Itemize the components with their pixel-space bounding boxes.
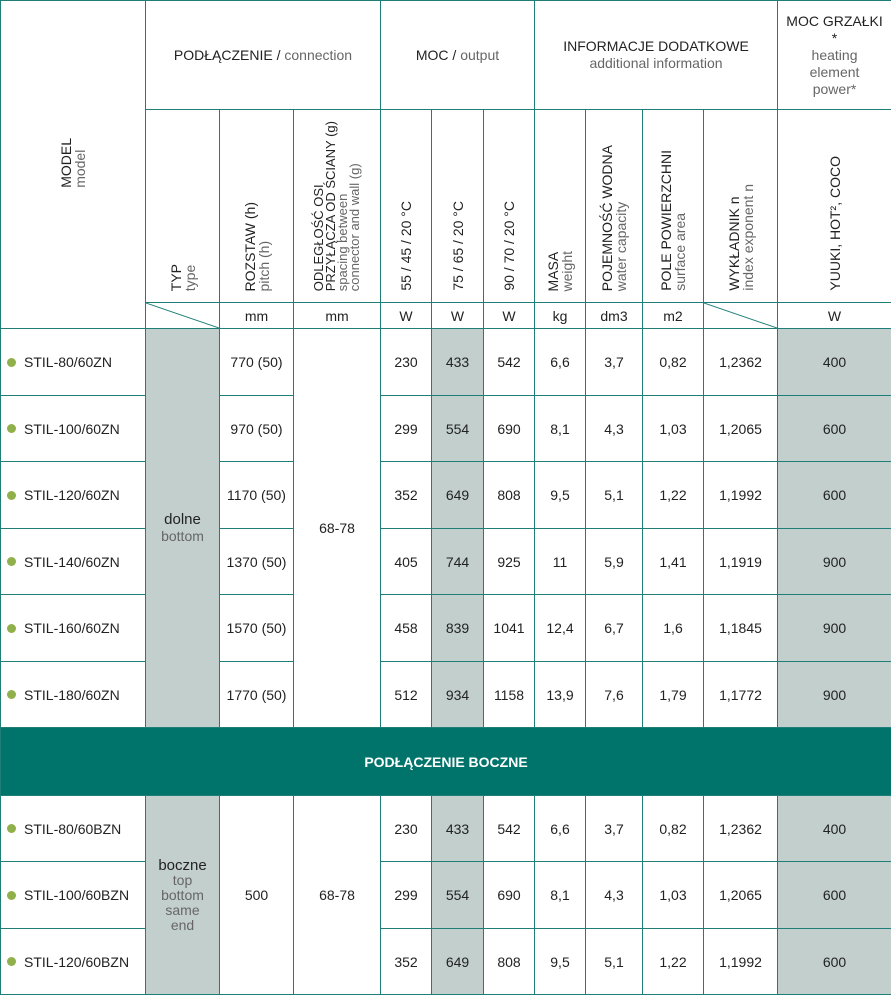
info-group-header: [535, 1, 778, 110]
t2-cell: 433: [432, 329, 484, 396]
exponent-header: [704, 110, 778, 303]
pitch-cell: 1570 (50): [220, 595, 294, 662]
heater-cell: 900: [778, 529, 891, 595]
heater-group-pl: MOC GRZAŁKI *: [778, 13, 891, 47]
exponent-cell: 1,2362: [704, 329, 778, 396]
connection-group-header: PODŁĄCZENIE / connection: [146, 1, 381, 110]
diagonal-line: [146, 303, 219, 328]
weight-unit: kg: [535, 303, 586, 329]
heater-header-label: YUUKI, HOT², COCO: [827, 156, 843, 291]
exponent-cell: 1,1992: [704, 462, 778, 529]
water-cell: 7,6: [586, 662, 643, 728]
heater-cell: 400: [778, 796, 891, 862]
t3-cell: 1158: [484, 662, 535, 728]
weight-header-pl: MASA: [545, 251, 561, 291]
model-cell: [1, 595, 146, 662]
t1-cell: 512: [381, 662, 432, 728]
area-cell: 1,41: [643, 529, 704, 595]
exponent-unit-diagonal: [704, 303, 778, 329]
t1-cell: 299: [381, 396, 432, 462]
area-cell: 1,03: [643, 396, 704, 462]
table-row: [1, 462, 891, 529]
model-header: [1, 1, 146, 329]
area-cell: 0,82: [643, 796, 704, 862]
model-cell: [1, 396, 146, 462]
exponent-cell: 1,1772: [704, 662, 778, 728]
model-name: STIL-100/60ZN: [24, 421, 120, 437]
t2-cell: 649: [432, 929, 484, 995]
t2-cell: 934: [432, 662, 484, 728]
info-group-en: additional information: [535, 55, 777, 72]
output-group-pl: MOC: [416, 47, 449, 63]
heater-cell: 600: [778, 862, 891, 929]
water-cell: 5,1: [586, 462, 643, 529]
model-name: STIL-180/60ZN: [24, 687, 120, 703]
exponent-cell: 1,1845: [704, 595, 778, 662]
pitch-cell: 770 (50): [220, 329, 294, 396]
model-name: STIL-120/60BZN: [24, 954, 129, 970]
area-cell: 1,22: [643, 929, 704, 995]
heater-unit: W: [778, 303, 891, 329]
pitch-cell: 1370 (50): [220, 529, 294, 595]
weight-cell: 9,5: [535, 462, 586, 529]
spacing-cell-side: 68-78: [294, 796, 381, 995]
area-header-en: surface area: [672, 213, 688, 291]
weight-cell: 12,4: [535, 595, 586, 662]
section-header-row: [1, 728, 891, 796]
t1-header-label: 55 / 45 / 20 °C: [398, 201, 414, 291]
model-name: STIL-80/60ZN: [24, 354, 112, 370]
water-header: [586, 110, 643, 303]
table-row: [1, 862, 891, 929]
type-header-en: type: [182, 265, 198, 291]
t3-cell: 808: [484, 929, 535, 995]
area-cell: 1,22: [643, 462, 704, 529]
weight-header-en: weight: [559, 251, 575, 291]
heater-cell: 600: [778, 462, 891, 529]
heater-group-en: heating element power*: [778, 47, 891, 98]
heater-cell: 900: [778, 662, 891, 728]
info-group-pl: INFORMACJE DODATKOWE: [563, 38, 749, 54]
area-cell: 1,79: [643, 662, 704, 728]
water-unit: dm3: [586, 303, 643, 329]
t3-unit: W: [484, 303, 535, 329]
table-row: [1, 396, 891, 462]
t3-header-label: 90 / 70 / 20 °C: [501, 201, 517, 291]
area-cell: 1,03: [643, 862, 704, 929]
type-bottom-pl: dolne: [146, 512, 219, 528]
type-unit-diagonal: [146, 303, 220, 329]
model-name: STIL-100/60BZN: [24, 887, 129, 903]
weight-cell: 6,6: [535, 329, 586, 396]
pitch-header: [220, 110, 294, 303]
output-group-en: output: [460, 47, 499, 63]
exponent-cell: 1,1919: [704, 529, 778, 595]
model-name: STIL-140/60ZN: [24, 554, 120, 570]
connection-group-pl: PODŁĄCZENIE: [174, 47, 273, 63]
exponent-header-en: index exponent n: [740, 184, 756, 291]
t3-cell: 1041: [484, 595, 535, 662]
model-name: STIL-80/60BZN: [24, 821, 121, 837]
t1-cell: 352: [381, 929, 432, 995]
heater-group-header: [778, 1, 891, 110]
exponent-cell: 1,1992: [704, 929, 778, 995]
area-unit: m2: [643, 303, 704, 329]
table-row: [1, 329, 891, 396]
type-cell-bottom: [146, 329, 220, 728]
type-side-en3: same: [146, 903, 219, 918]
area-cell: 1,6: [643, 595, 704, 662]
t3-cell: 542: [484, 329, 535, 396]
bullet-dot-icon: [7, 557, 16, 566]
pitch-cell: 1170 (50): [220, 462, 294, 529]
t3-cell: 925: [484, 529, 535, 595]
t2-cell: 554: [432, 862, 484, 929]
bullet-dot-icon: [7, 358, 16, 367]
heater-header: [778, 110, 891, 303]
water-header-pl: POJEMNOŚĆ WODNA: [599, 145, 615, 291]
heater-cell: 400: [778, 329, 891, 396]
model-header-en: model: [72, 150, 88, 188]
weight-cell: 6,6: [535, 796, 586, 862]
t2-header-label: 75 / 65 / 20 °C: [450, 201, 466, 291]
table-row: [1, 796, 891, 862]
bullet-dot-icon: [7, 891, 16, 900]
water-cell: 3,7: [586, 796, 643, 862]
exponent-cell: 1,2065: [704, 396, 778, 462]
t2-unit: W: [432, 303, 484, 329]
heater-cell: 900: [778, 595, 891, 662]
model-cell: [1, 929, 146, 995]
water-cell: 6,7: [586, 595, 643, 662]
spacing-header-en1: spacing between: [335, 193, 350, 291]
t3-cell: 690: [484, 862, 535, 929]
t3-cell: 542: [484, 796, 535, 862]
weight-cell: 11: [535, 529, 586, 595]
table-row: [1, 529, 891, 595]
model-cell: [1, 796, 146, 862]
weight-cell: 13,9: [535, 662, 586, 728]
exponent-cell: 1,2065: [704, 862, 778, 929]
table-row: [1, 662, 891, 728]
weight-cell: 8,1: [535, 396, 586, 462]
model-name: STIL-160/60ZN: [24, 620, 120, 636]
t3-cell: 690: [484, 396, 535, 462]
header-row-groups: [1, 1, 891, 110]
t1-cell: 230: [381, 329, 432, 396]
bullet-dot-icon: [7, 957, 16, 966]
spacing-header-pl1: ODLEGŁOŚĆ OSI: [311, 184, 326, 291]
diagonal-line: [704, 303, 777, 328]
water-header-en: water capacity: [613, 202, 629, 291]
table-row: [1, 595, 891, 662]
t1-header: [381, 110, 432, 303]
spacing-cell-bottom: 68-78: [294, 329, 381, 728]
water-cell: 5,1: [586, 929, 643, 995]
model-name: STIL-120/60ZN: [24, 487, 120, 503]
t1-unit: W: [381, 303, 432, 329]
connection-group-en: connection: [284, 47, 352, 63]
type-header-pl: TYP: [168, 264, 184, 291]
spacing-header-en2: connector and wall (g): [347, 163, 362, 291]
model-cell: [1, 529, 146, 595]
type-side-en4: end: [146, 918, 219, 933]
t2-cell: 649: [432, 462, 484, 529]
t1-cell: 230: [381, 796, 432, 862]
exponent-header-pl: WYKŁADNIK n: [726, 197, 742, 291]
pitch-cell-side: 500: [220, 796, 294, 995]
model-cell: [1, 862, 146, 929]
pitch-unit: mm: [220, 303, 294, 329]
t2-cell: 554: [432, 396, 484, 462]
weight-header: [535, 110, 586, 303]
t3-cell: 808: [484, 462, 535, 529]
t2-cell: 433: [432, 796, 484, 862]
weight-cell: 8,1: [535, 862, 586, 929]
spacing-header-pl2: PRZYŁĄCZA OD ŚCIANY (g): [323, 121, 338, 291]
t3-header: [484, 110, 535, 303]
bullet-dot-icon: [7, 491, 16, 500]
t2-cell: 839: [432, 595, 484, 662]
type-bottom-en: bottom: [146, 528, 219, 544]
type-header: [146, 110, 220, 303]
table-row: [1, 929, 891, 995]
water-cell: 3,7: [586, 329, 643, 396]
model-cell: [1, 329, 146, 396]
spacing-unit: mm: [294, 303, 381, 329]
section-title: PODŁĄCZENIE BOCZNE: [1, 728, 891, 796]
t1-cell: 458: [381, 595, 432, 662]
water-cell: 5,9: [586, 529, 643, 595]
bullet-dot-icon: [7, 424, 16, 433]
t1-cell: 405: [381, 529, 432, 595]
type-side-pl: boczne: [146, 858, 219, 873]
model-cell: [1, 662, 146, 728]
pitch-cell: 1770 (50): [220, 662, 294, 728]
t2-cell: 744: [432, 529, 484, 595]
exponent-cell: 1,2362: [704, 796, 778, 862]
bullet-dot-icon: [7, 624, 16, 633]
pitch-cell: 970 (50): [220, 396, 294, 462]
t1-cell: 352: [381, 462, 432, 529]
type-side-en1: top: [146, 873, 219, 888]
heater-cell: 600: [778, 396, 891, 462]
type-side-en2: bottom: [146, 888, 219, 903]
output-group-header: MOC / output: [381, 1, 535, 110]
t1-cell: 299: [381, 862, 432, 929]
spacing-header: [294, 110, 381, 303]
heater-cell: 600: [778, 929, 891, 995]
pitch-header-en: pitch (h): [256, 240, 272, 291]
area-header-pl: POLE POWIERZCHNI: [658, 150, 674, 291]
water-cell: 4,3: [586, 862, 643, 929]
bullet-dot-icon: [7, 824, 16, 833]
weight-cell: 9,5: [535, 929, 586, 995]
bullet-dot-icon: [7, 690, 16, 699]
model-header-pl: MODEL: [58, 138, 74, 188]
type-cell-side: [146, 796, 220, 995]
area-header: [643, 110, 704, 303]
pitch-header-pl: ROZSTAW (h): [242, 202, 258, 291]
t2-header: [432, 110, 484, 303]
model-cell: [1, 462, 146, 529]
area-cell: 0,82: [643, 329, 704, 396]
water-cell: 4,3: [586, 396, 643, 462]
